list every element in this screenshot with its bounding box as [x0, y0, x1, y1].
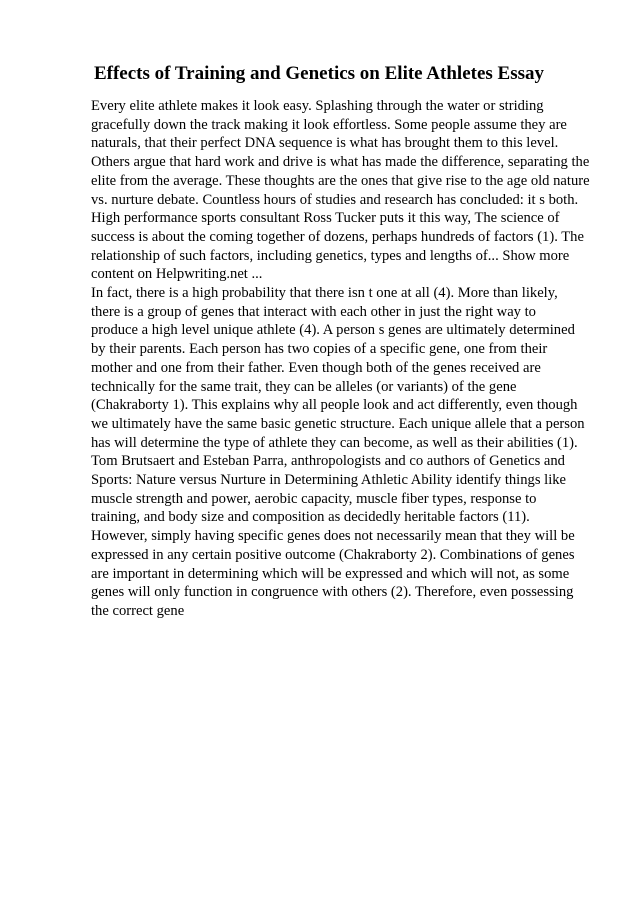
body-line: gracefully down the track making it look effortless. Some people assume they are [91, 116, 567, 133]
body-line: elite from the average. These thoughts are the ones that give rise to the age old nature [91, 172, 590, 189]
body-line: In fact, there is a high probability that there isn t one at all (4). More than likely, [91, 285, 558, 302]
body-line: However, simply having specific genes does not necessarily mean that they will be [91, 528, 575, 545]
body-line: has will determine the type of athlete they can become, as well as their abilities (1). [91, 434, 578, 451]
body-line: relationship of such factors, including genetics, types and lengths of... Show more [91, 247, 570, 264]
body-line: muscle strength and power, aerobic capacity, muscle fiber types, response to [91, 490, 537, 507]
body-line: content on Helpwriting.net ... [91, 266, 263, 283]
body-line: by their parents. Each person has two copies of a specific gene, one from their [91, 341, 548, 358]
body-line: training, and body size and composition as decidedly heritable factors (11). [91, 509, 530, 526]
body-line: Every elite athlete makes it look easy. Splashing through the water or striding [91, 98, 544, 114]
body-line: (Chakraborty 1). This explains why all people look and act differently, even though [91, 397, 578, 414]
body-line: we ultimately have the same basic genetic structure. Each unique allele that a person [91, 415, 585, 432]
body-line: genes will only function in congruence with others (2). Therefore, even possessing [91, 584, 574, 601]
document-title: Effects of Training and Genetics on Elite Athletes Essay [93, 63, 545, 84]
body-line: are important in determining which will be expressed and which will not, as some [91, 565, 570, 582]
body-line: Tom Brutsaert and Esteban Parra, anthropologists and co authors of Genetics and [91, 453, 565, 470]
body-line: the correct gene [91, 602, 185, 619]
document-body [91, 97, 596, 621]
body-line: naturals, that their perfect DNA sequence is what has brought them to this level. [91, 135, 559, 152]
body-line: technically for the same trait, they can be alleles (or variants) of the gene [91, 378, 517, 395]
body-line: High performance sports consultant Ross Tucker puts it this way, The science of [91, 210, 560, 227]
body-line: vs. nurture debate. Countless hours of studies and research has concluded: it s both. [91, 191, 579, 208]
body-line: produce a high level unique athlete (4). A person s genes are ultimately determined [91, 322, 575, 339]
body-line: there is a group of genes that interact with each other in just the right way to [91, 303, 536, 320]
body-line: Others argue that hard work and drive is what has made the difference, separating the [91, 154, 590, 171]
body-line: mother and one from their father. Even though both of the genes received are [91, 359, 541, 376]
body-line: expressed in any certain positive outcome (Chakraborty 2). Combinations of genes [91, 546, 575, 563]
body-line: Sports: Nature versus Nurture in Determining Athletic Ability identify things like [91, 472, 567, 489]
body-line: success is about the coming together of dozens, perhaps hundreds of factors (1). The [91, 228, 584, 245]
